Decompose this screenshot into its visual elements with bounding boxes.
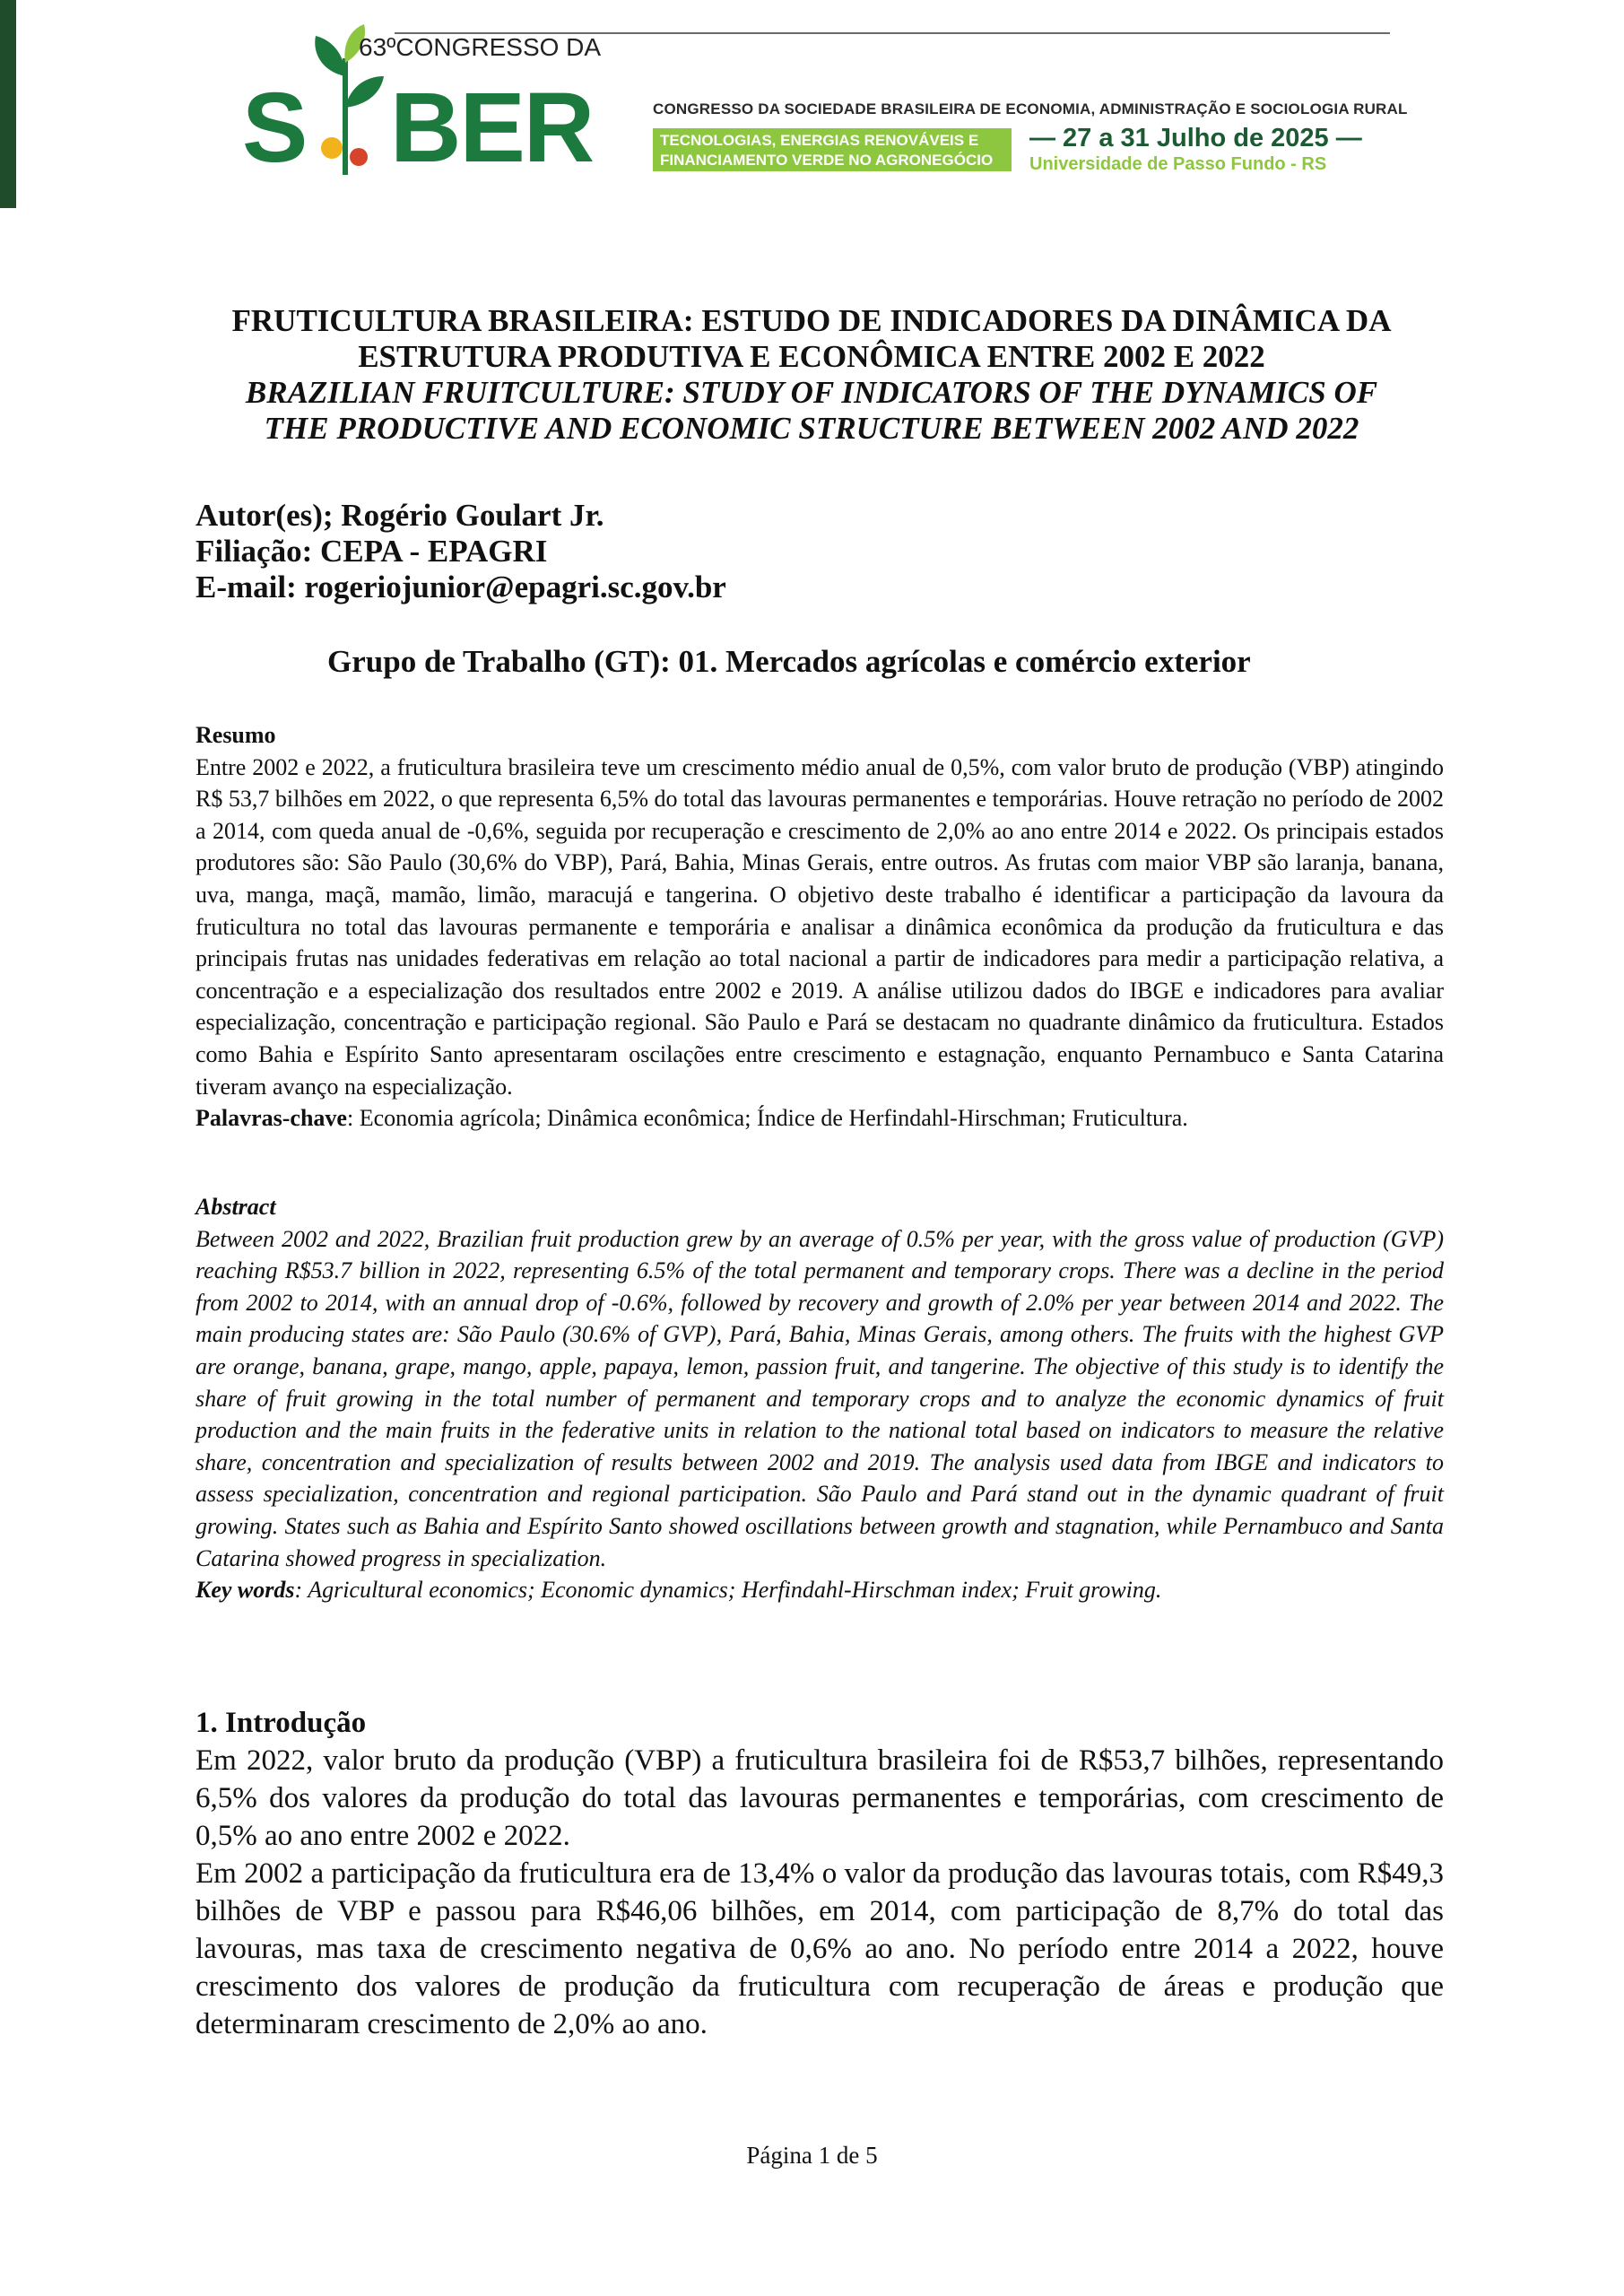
- logo-letter-s: S: [242, 73, 307, 183]
- abstract-keywords-label: Key words: [195, 1577, 295, 1604]
- author-info: [195, 498, 726, 605]
- page-number: Página 1 de 5: [746, 2142, 878, 2169]
- event-venue: Universidade de Passo Fundo - RS: [1029, 154, 1327, 174]
- abstract-section: [195, 1191, 1444, 1606]
- theme-line-1: TECNOLOGIAS, ENERGIAS RENOVÁVEIS E: [660, 132, 979, 149]
- abstract-text: Between 2002 and 2022, Brazilian fruit production grew by an average of 0.5% per year, with the gross value of production (GVP) reaching R$53.7 billion in 2022, representing 6.5% of the total permanent and temporary crops. There was a decline in the period from 2002 to 2014, with an annual drop of -0.6%, followed by recovery and growth of 2.0% per year between 2014 and 2022. The main producing states are: São Paulo (30.6% of GVP), Pará, Bahia, Minas Gerais, among others. The fruits with the highest GVP are orange, banana, grape, mango, apple, papaya, lemon, passion fruit, and tangerine. The objective of this study is to identify the share of fruit growing in the total number of permanent and temporary crops and to analyze the economic dynamics of fruit production and the main fruits in the federative units in relation to the national total based on indicators to measure the relative share, concentration and specialization of results between 2002 and 2019. The analysis used data from IBGE and indicators to assess specialization, concentration and regional participation. São Paulo and Pará stand out in the dynamic quadrant of fruit growing. States such as Bahia and Espírito Santo showed oscillations between growth and stagnation, while Pernambuco and Santa Catarina showed progress in specialization.: [195, 1225, 1444, 1571]
- author-email: E-mail: rogeriojunior@epagri.sc.gov.br: [195, 570, 726, 604]
- resumo-section: [195, 719, 1444, 1135]
- logo-congress-label: 63ºCONGRESSO DA: [359, 33, 602, 61]
- logo-letters-ber: BER: [390, 73, 594, 183]
- theme-box: [653, 128, 1012, 171]
- left-accent-bar: [0, 0, 16, 208]
- abstract-keywords: : Agricultural economics; Economic dynamics; Herfindahl-Hirschman index; Fruit growing.: [294, 1577, 1162, 1604]
- title-en-line-1: BRAZILIAN FRUITCULTURE: STUDY OF INDICATORS OF THE DYNAMICS OF: [245, 375, 1378, 410]
- paper-title: [179, 303, 1444, 447]
- resumo-text: Entre 2002 e 2022, a fruticultura brasileira teve um crescimento médio anual de 0,5%, com valor bruto de produção (VBP) atingindo R$ 53,7 bilhões em 2022, o que representa 6,5% do total das lavouras permanentes e temporárias. Houve retração no período de 2002 a 2014, com queda anual de -0,6%, seguida por recuperação e crescimento de 2,0% ao ano entre 2014 e 2022. Os principais estados produtores são: São Paulo (30,6% do VBP), Pará, Bahia, Minas Gerais, entre outros. As frutas com maior VBP são laranja, banana, uva, manga, maçã, mamão, limão, maracujá e tangerina. O objetivo deste trabalho é identificar a participação da lavoura da fruticultura no total das lavouras permanente e temporária e analisar a dinâmica econômica da produção da fruticultura e das principais frutas nas unidades federativas em relação ao total nacional a partir de indicadores para medir a participação relativa, a concentração e a especialização dos resultados entre 2002 e 2019. A análise utilizou dados do IBGE e indicadores para avaliar especialização, concentração e participação regional. São Paulo e Pará se destacam no quadrante dinâmico da fruticultura. Estados como Bahia e Espírito Santo apresentaram oscilações entre crescimento e estagnação, enquanto Pernambuco e Santa Catarina tiveram avanço na especialização.: [195, 753, 1444, 1100]
- title-pt-line-1: FRUTICULTURA BRASILEIRA: ESTUDO DE INDICADORES DA DINÂMICA DA: [231, 303, 1392, 338]
- author-name: Autor(es); Rogério Goulart Jr.: [195, 498, 604, 533]
- theme-line-2: FINANCIAMENTO VERDE NO AGRONEGÓCIO: [660, 152, 994, 169]
- resumo-heading: Resumo: [195, 722, 276, 748]
- resumo-keywords-label: Palavras-chave: [195, 1105, 347, 1132]
- author-affiliation: Filiação: CEPA - EPAGRI: [195, 534, 548, 569]
- abstract-heading: Abstract: [195, 1194, 276, 1220]
- event-dates: — 27 a 31 Julho de 2025 —: [1029, 124, 1362, 152]
- title-pt-line-2: ESTRUTURA PRODUTIVA E ECONÔMICA ENTRE 2002 E 2022: [358, 339, 1265, 374]
- title-en-line-2: THE PRODUCTIVE AND ECONOMIC STRUCTURE BETWEEN 2002 AND 2022: [264, 411, 1359, 446]
- working-group: Grupo de Trabalho (GT): 01. Mercados agrícolas e comércio exterior: [327, 644, 1251, 679]
- introduction-heading: 1. Introdução: [195, 1707, 367, 1739]
- introduction-paragraph-1: Em 2022, valor bruto da produção (VBP) a fruticultura brasileira foi de R$53,7 bilhões, representando 6,5% dos valores da produção do total das lavouras permanentes e temporárias, com crescimento de 0,5% ao ano entre 2002 e 2022.: [195, 1744, 1444, 1852]
- resumo-keywords: : Economia agrícola; Dinâmica econômica; Índice de Herfindahl-Hirschman; Fruticultura.: [346, 1105, 1188, 1132]
- congress-full-name: CONGRESSO DA SOCIEDADE BRASILEIRA DE ECONOMIA, ADMINISTRAÇÃO E SOCIOLOGIA RURAL: [653, 100, 1408, 117]
- introduction-section: [195, 1704, 1444, 2043]
- introduction-paragraph-2: Em 2002 a participação da fruticultura era de 13,4% o valor da produção das lavouras totais, com R$49,3 bilhões de VBP e passou para R$46,06 bilhões, em 2014, com participação de 8,7% do total das lavouras, mas taxa de crescimento negativa de 0,6% ao ano. No período entre 2014 a 2022, houve crescimento dos valores de produção da fruticultura com recuperação de áreas e produção que determinaram crescimento de 2,0% ao ano.: [195, 1857, 1444, 2040]
